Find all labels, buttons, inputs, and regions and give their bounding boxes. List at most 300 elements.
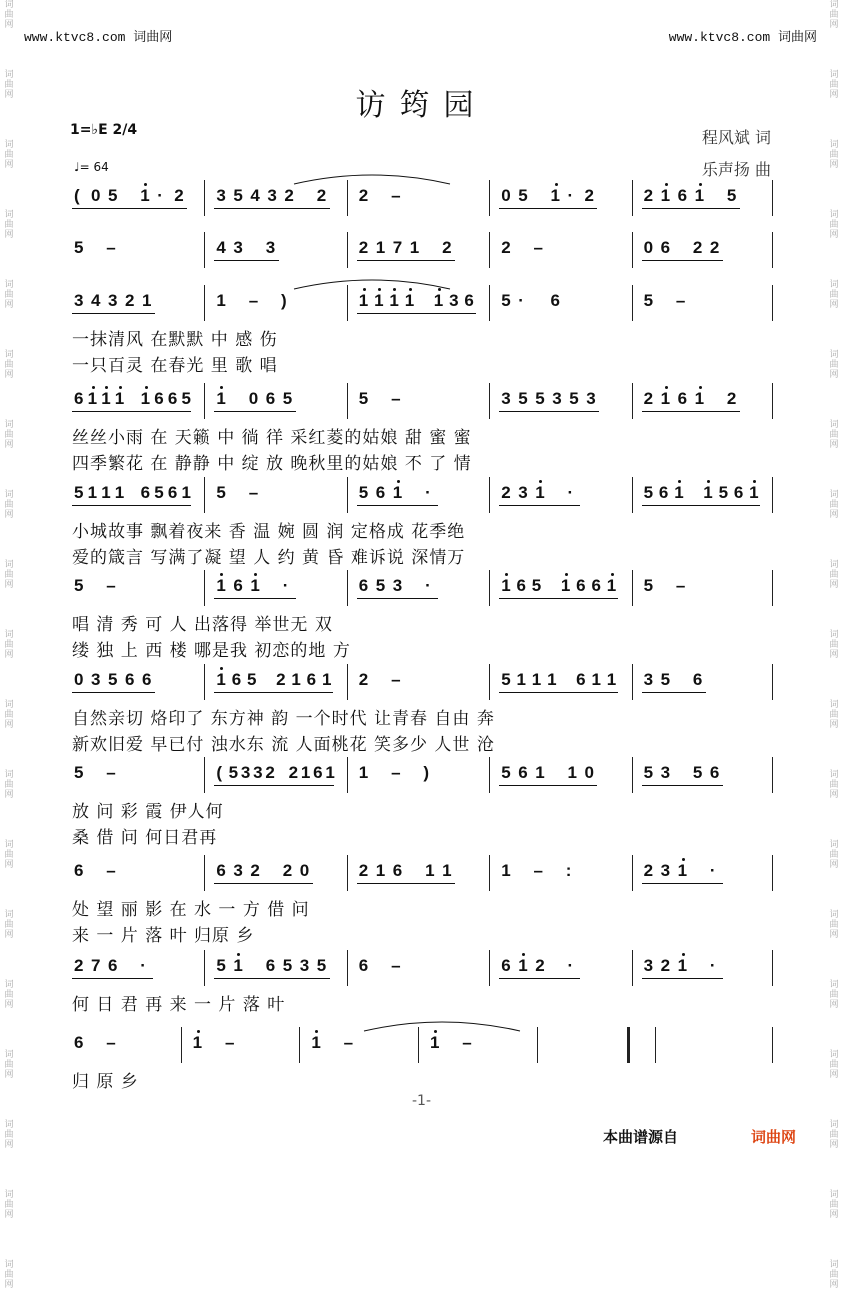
octave-dot [665, 183, 668, 186]
note: – [106, 238, 116, 257]
beam-underline [72, 313, 155, 314]
note: 3 [233, 238, 243, 257]
note: 3 [233, 861, 243, 880]
note: 2 [358, 861, 369, 880]
note: 6 [576, 670, 586, 689]
note: 5 [181, 389, 191, 408]
note: 2 [442, 238, 452, 257]
note: 1 [531, 670, 542, 689]
lyric-line: 爱的箴言 写满了凝 望 人 约 黄 昏 难诉说 深情万 [72, 548, 466, 568]
note: 1 [501, 861, 511, 880]
note: 1 [547, 670, 557, 689]
note: 3 [518, 483, 528, 502]
note: · [567, 483, 574, 502]
note: 2 [74, 956, 84, 975]
note: 2 [265, 763, 275, 782]
note: 5 [531, 576, 542, 595]
note: 1 [660, 186, 671, 205]
note: · [425, 483, 431, 502]
bar-line [347, 383, 348, 419]
watermark-glyph: 词 曲 网 [4, 1050, 14, 1080]
bar-line [347, 664, 348, 700]
beam-underline [214, 785, 333, 786]
bar-line [489, 570, 490, 606]
beam-underline [72, 411, 191, 412]
note: 6 [518, 763, 528, 782]
note: 1 [703, 483, 713, 502]
note: 1 [216, 389, 226, 408]
note: 6 [692, 670, 703, 689]
note: 5 [108, 186, 118, 205]
note: 1 [674, 483, 684, 502]
note: 2 [584, 186, 594, 205]
beam-underline [642, 505, 761, 506]
note: 1 [311, 1033, 321, 1052]
note: 1 [606, 576, 617, 595]
note: 6 [464, 291, 474, 310]
note: 6 [733, 483, 744, 502]
note: 6 [125, 670, 135, 689]
note: 6 [231, 670, 242, 689]
note: 6 [167, 389, 178, 408]
bar-line [299, 1027, 300, 1063]
note: 3 [299, 956, 310, 975]
watermark-glyph: 词 曲 网 [829, 840, 839, 870]
note: 1 [430, 1033, 440, 1052]
beam-underline [214, 411, 295, 412]
note: 1 [233, 956, 243, 975]
octave-dot [92, 386, 95, 389]
watermark-glyph: 词 曲 网 [4, 280, 14, 310]
note: 5 [518, 186, 528, 205]
bar-line [347, 757, 348, 793]
note: – [675, 576, 686, 595]
note: 2 [501, 238, 511, 257]
note: · [282, 576, 289, 595]
note: · [567, 186, 574, 205]
note: 1 [140, 186, 150, 205]
note: – [248, 291, 259, 310]
note: 6 [74, 861, 84, 880]
note: 2 [643, 861, 654, 880]
watermark-glyph: 词 曲 网 [829, 210, 839, 240]
note: 1 [677, 956, 688, 975]
bar-line [632, 950, 633, 986]
note: 5 [358, 389, 369, 408]
note: 2 [358, 670, 369, 689]
note: – [391, 670, 401, 689]
beam-underline [499, 978, 580, 979]
note: – [391, 956, 401, 975]
lyric-line: 何 日 君 再 来 一 片 落 叶 [72, 995, 286, 1015]
octave-dot [699, 386, 702, 389]
watermark-glyph: 词 曲 网 [829, 1120, 839, 1150]
note: 2 [282, 861, 293, 880]
note: 6 [677, 186, 688, 205]
bar-line [772, 855, 773, 891]
beam-underline [499, 505, 580, 506]
note: – [391, 186, 401, 205]
note: · [709, 956, 716, 975]
note: 2 [643, 389, 654, 408]
note: 1 [114, 389, 125, 408]
note: 5 [569, 389, 579, 408]
watermark-glyph: 词 曲 网 [4, 700, 14, 730]
lyric-line: 四季繁花 在 静静 中 绽 放 晚秋里的姑娘 不 了 情 [72, 454, 472, 474]
bar-line [204, 664, 205, 700]
page-number: -1- [411, 1093, 431, 1109]
note: 5 [74, 576, 84, 595]
bar-line [772, 1027, 773, 1063]
note: 5 [358, 483, 369, 502]
note: 1 [389, 291, 399, 310]
note: 0 [91, 186, 101, 205]
note: 3 [265, 238, 276, 257]
note: 6 [516, 576, 526, 595]
watermark-glyph: 词 曲 网 [4, 1260, 14, 1290]
slur-mark [292, 277, 452, 291]
note: 5 [692, 763, 703, 782]
note: 4 [250, 186, 260, 205]
watermark-glyph: 词 曲 网 [4, 630, 14, 660]
note: 0 [584, 763, 594, 782]
bar-line [655, 1027, 656, 1063]
note: · [709, 861, 716, 880]
bar-line [489, 477, 490, 513]
note: 6 [265, 956, 276, 975]
note: 1 [375, 238, 386, 257]
watermark-glyph: 词 曲 网 [829, 350, 839, 380]
octave-dot [119, 386, 122, 389]
note: – [343, 1033, 354, 1052]
bar-line [632, 855, 633, 891]
note: 1 [374, 291, 384, 310]
note: 6 [358, 956, 369, 975]
note: 1 [87, 483, 98, 502]
note: 1 [550, 186, 560, 205]
note: 2 [125, 291, 135, 310]
note: 1 [181, 483, 191, 502]
note: 1 [192, 1033, 203, 1052]
note: 0 [643, 238, 654, 257]
bar-line [772, 950, 773, 986]
note: 6 [142, 670, 152, 689]
watermark-glyph: 词 曲 网 [829, 1190, 839, 1220]
bar-line [632, 570, 633, 606]
note: 1 [250, 576, 260, 595]
note: 6 [660, 238, 671, 257]
note: 5 [108, 670, 118, 689]
watermark-glyph: 词 曲 网 [829, 560, 839, 590]
note: 0 [74, 670, 84, 689]
side-watermark-right [827, 0, 841, 1290]
site-url-right[interactable]: www.ktvc8.com 词曲网 [668, 30, 817, 45]
note: 1 [677, 861, 688, 880]
octave-dot [397, 480, 400, 483]
beam-underline [642, 208, 740, 209]
octave-dot [145, 386, 148, 389]
note: 1 [101, 389, 111, 408]
source-site-link[interactable]: 词曲网 [751, 1128, 797, 1146]
note: 1 [535, 763, 545, 782]
note: 6 [108, 956, 118, 975]
beam-underline [357, 505, 438, 506]
note: 5 [726, 186, 737, 205]
note: 4 [91, 291, 101, 310]
bar-line [772, 285, 773, 321]
note: 2 [276, 670, 286, 689]
note: 6 [677, 389, 688, 408]
note: 6 [216, 861, 226, 880]
note: 5 [535, 389, 545, 408]
watermark-glyph: 词 曲 网 [829, 1050, 839, 1080]
note: 1 [404, 291, 415, 310]
lyric-line: 归 原 乡 [72, 1072, 139, 1092]
note: 6 [576, 576, 586, 595]
beam-underline [357, 313, 476, 314]
note: 2 [358, 186, 369, 205]
note: 5 [74, 483, 84, 502]
note: 5 [216, 483, 226, 502]
note: 1 [433, 291, 444, 310]
note: 1 [358, 291, 369, 310]
bar-line [204, 180, 205, 216]
lyric-line: 放 问 彩 霞 伊人何 [72, 802, 224, 822]
watermark-glyph: 词 曲 网 [4, 980, 14, 1010]
final-bar-line [627, 1027, 630, 1063]
watermark-glyph: 词 曲 网 [4, 1190, 14, 1220]
beam-underline [642, 260, 723, 261]
note: 1 [442, 861, 452, 880]
note: 5 [216, 956, 226, 975]
bar-line [489, 383, 490, 419]
watermark-glyph: 词 曲 网 [4, 420, 14, 450]
note: 1 [501, 576, 511, 595]
note: 1 [749, 483, 759, 502]
note: 3 [392, 576, 403, 595]
bar-line [489, 285, 490, 321]
note: 4 [216, 238, 226, 257]
site-url-left[interactable]: www.ktvc8.com 词曲网 [24, 30, 173, 45]
watermark-glyph: 词 曲 网 [829, 1260, 839, 1290]
note: 3 [501, 389, 511, 408]
bar-line [489, 180, 490, 216]
bar-line [772, 757, 773, 793]
watermark-glyph: 词 曲 网 [829, 770, 839, 800]
note: 3 [643, 670, 654, 689]
watermark-glyph: 词 曲 网 [4, 840, 14, 870]
note: 3 [660, 763, 671, 782]
bar-line [632, 285, 633, 321]
lyric-line: 自然亲切 烙印了 东方神 韵 一个时代 让青春 自由 奔 [72, 709, 495, 729]
bar-line [204, 855, 205, 891]
note: 1 [425, 861, 435, 880]
note: 1 [216, 576, 226, 595]
note: 2 [250, 861, 260, 880]
note: · [425, 576, 431, 595]
note: 5 [643, 763, 654, 782]
note: 6 [154, 389, 164, 408]
watermark-glyph: 词 曲 网 [829, 700, 839, 730]
octave-dot [197, 1030, 200, 1033]
beam-underline [499, 692, 618, 693]
note: ( [74, 186, 80, 205]
lyricist-credit: 程风斌 词 [701, 128, 771, 147]
bar-line [204, 570, 205, 606]
beam-underline [214, 978, 329, 979]
lyric-line: 处 望 丽 影 在 水 一 方 借 问 [72, 900, 310, 920]
beam-underline [357, 260, 455, 261]
note: 2 [501, 483, 511, 502]
note: 1 [591, 670, 601, 689]
bar-line [347, 950, 348, 986]
bar-line [632, 477, 633, 513]
note: – [533, 861, 543, 880]
note: 6 [306, 670, 317, 689]
note: 3 [253, 763, 263, 782]
note: 1 [694, 389, 705, 408]
note: 1 [518, 956, 528, 975]
note: 6 [140, 483, 151, 502]
note: 5 [233, 186, 243, 205]
octave-dot [665, 386, 668, 389]
bar-line [489, 664, 490, 700]
watermark-glyph: 词 曲 网 [829, 0, 839, 30]
beam-underline [642, 883, 723, 884]
note: ) [423, 763, 430, 782]
note: 5 [316, 956, 327, 975]
note: 1 [409, 238, 420, 257]
note: 5 [282, 956, 293, 975]
bar-line [204, 232, 205, 268]
bar-line [204, 950, 205, 986]
note: 1 [114, 483, 125, 502]
watermark-glyph: 词 曲 网 [829, 420, 839, 450]
watermark-glyph: 词 曲 网 [4, 560, 14, 590]
note: 6 [658, 483, 669, 502]
note: 7 [91, 956, 101, 975]
note: 5 [643, 483, 654, 502]
note: 3 [552, 389, 562, 408]
note: 6 [265, 389, 276, 408]
bar-line [489, 232, 490, 268]
note: 3 [240, 763, 251, 782]
note: 0 [299, 861, 310, 880]
bar-line [632, 757, 633, 793]
bar-line [347, 232, 348, 268]
note: – [391, 763, 401, 782]
note: 1 [291, 670, 301, 689]
watermark-glyph: 词 曲 网 [4, 0, 14, 30]
bar-line [489, 950, 490, 986]
note: 6 [550, 291, 560, 310]
note: 5 [501, 670, 511, 689]
watermark-glyph: 词 曲 网 [829, 490, 839, 520]
note: · [140, 956, 146, 975]
bar-line [772, 477, 773, 513]
beam-underline [72, 692, 155, 693]
slur-mark [362, 1019, 522, 1033]
note: 5 [74, 238, 84, 257]
bar-line [489, 855, 490, 891]
watermark-glyph: 词 曲 网 [4, 490, 14, 520]
note: 5 [154, 483, 164, 502]
octave-dot [555, 183, 558, 186]
bar-line [204, 477, 205, 513]
note: 7 [392, 238, 403, 257]
note: 2 [726, 389, 737, 408]
bar-line [632, 232, 633, 268]
note: – [533, 238, 543, 257]
bar-line [537, 1027, 538, 1063]
lyric-line: 新欢旧爱 早已付 浊水东 流 人面桃花 笑多少 人世 沧 [72, 735, 495, 755]
note: – [248, 483, 259, 502]
note: 5 [74, 763, 84, 782]
beam-underline [357, 598, 438, 599]
bar-line [772, 383, 773, 419]
note: 5 [228, 763, 239, 782]
bar-line [772, 570, 773, 606]
note: 1 [321, 670, 332, 689]
note: 2 [660, 956, 671, 975]
bar-line [204, 757, 205, 793]
bar-line [772, 180, 773, 216]
beam-underline [72, 505, 191, 506]
note: – [106, 576, 116, 595]
bar-line [347, 855, 348, 891]
beam-underline [642, 978, 723, 979]
note: 2 [174, 186, 184, 205]
note: 2 [288, 763, 299, 782]
note: 3 [216, 186, 226, 205]
bar-line [632, 383, 633, 419]
beam-underline [72, 978, 153, 979]
note: 3 [91, 670, 101, 689]
note: 6 [233, 576, 243, 595]
note: 1 [300, 763, 311, 782]
beam-underline [499, 598, 618, 599]
note: – [106, 861, 116, 880]
beam-underline [214, 208, 329, 209]
bar-line [181, 1027, 182, 1063]
note: 1 [140, 389, 151, 408]
note: 3 [108, 291, 118, 310]
watermark-glyph: 词 曲 网 [829, 980, 839, 1010]
key-signature: 1=♭E 2/4 [70, 122, 138, 138]
octave-dot [699, 183, 702, 186]
note: 1 [567, 763, 577, 782]
note: 2 [284, 186, 294, 205]
note: 2 [709, 238, 720, 257]
note: · [518, 291, 524, 310]
note: 1 [535, 483, 545, 502]
note: 3 [267, 186, 277, 205]
note: 6 [358, 576, 369, 595]
note: · [157, 186, 163, 205]
lyric-line: 一只百灵 在春光 里 歌 唱 [72, 356, 278, 376]
note: 5 [718, 483, 729, 502]
note: 5 [643, 291, 654, 310]
watermark-glyph: 词 曲 网 [829, 70, 839, 100]
note: 6 [375, 483, 386, 502]
beam-underline [214, 260, 278, 261]
note: 0 [501, 186, 511, 205]
note: 1 [375, 861, 386, 880]
note: 5 [247, 670, 257, 689]
lyric-line: 桑 借 问 何日君再 [72, 828, 218, 848]
side-watermark-left [2, 0, 16, 1290]
watermark-glyph: 词 曲 网 [4, 140, 14, 170]
